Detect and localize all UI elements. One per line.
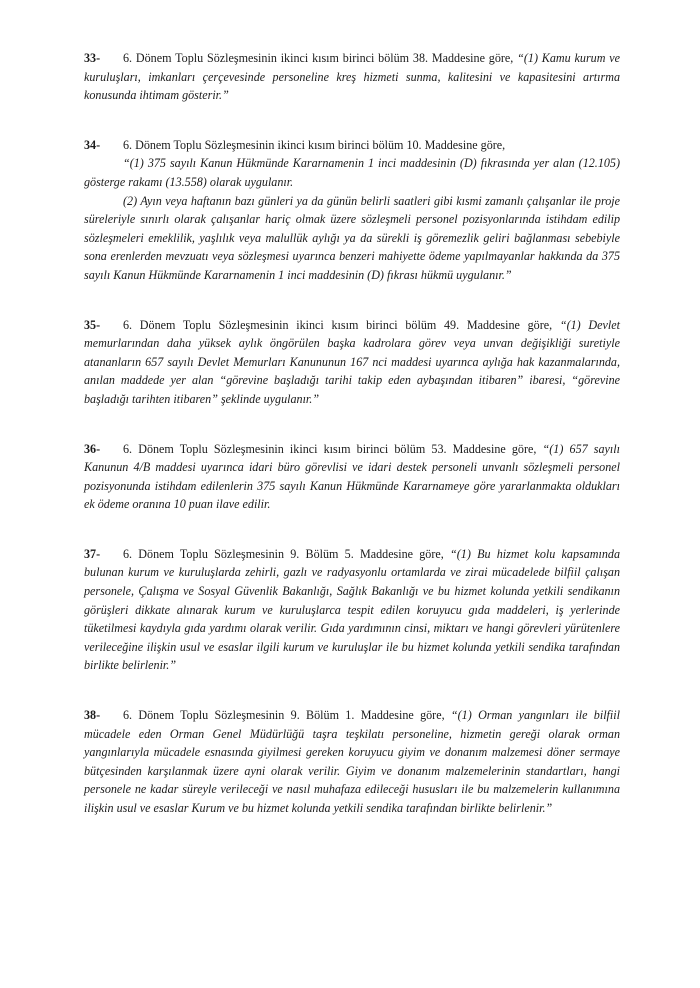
article-paragraph bbox=[84, 440, 620, 514]
article-paragraph bbox=[84, 136, 620, 155]
article-number: 37- bbox=[84, 546, 101, 561]
article-quote-paragraph-2: (2) Ayın veya haftanın bazı günleri ya da günün belirli saatleri gibi kısmi zamanlı çalışanlar ile proje süreleriyle sınırlı olarak çalışanlar hariç olmak üzere sözleşmeli personel pozisyonlarında istihdam edilip sözleşmeleri emeklilik, yaşlılık veya malullük aylığı ya da sürekli iş göremezlik geliri bağlanması sebebiyle sona erenlerden mevzuatı veya sözleşmesi uyarınca benzeri mahiyette ödeme yapılmayanlar hakkında da 375 sayılı Kanun Hükmünde Kararnamenin 1 inci maddesinin (D) fıkrası hükmü uygulanır.” bbox=[84, 193, 620, 282]
article-quote: “(1) Kamu kurum ve kuruluşları, imkanları çerçevesinde personeline kreş hizmeti sunma, kalitesini ve kapasitesini artırma konusunda ihtimam gösterir.” bbox=[84, 51, 620, 103]
article-33 bbox=[84, 49, 620, 105]
article-number: 35- bbox=[84, 317, 101, 332]
article-quote: “(1) Orman yangınları ile bilfiil mücadele eden Orman Genel Müdürlüğü taşra teşkilatı personeline, hizmetin gereği olarak orman yangınlarıyla mücadele esnasında giyilmesi gereken koruyucu giyim ve donanım malzemesi döner sermaye bütçesinden karşılanmak üzere ayni olarak verilir. Giyim ve donanım malzemelerinin standartları, hangi personele ne kadar süreyle verileceği ve nasıl muhafaza edileceği hususları ile bu malzemelerin kullanımına ilişkin usul ve esaslar Kurum ve bu hizmet kolunda yetkili sendika tarafından birlikte belirlenir.” bbox=[84, 708, 620, 815]
article-paragraph bbox=[84, 545, 620, 675]
article-lead: 6. Dönem Toplu Sözleşmesinin ikinci kısım birinci bölüm 49. Maddesine göre, bbox=[123, 317, 553, 332]
article-lead: 6. Dönem Toplu Sözleşmesinin ikinci kısım birinci bölüm 53. Maddesine göre, bbox=[123, 441, 537, 456]
article-36 bbox=[84, 440, 620, 514]
article-number: 36- bbox=[84, 441, 101, 456]
article-37 bbox=[84, 545, 620, 675]
article-lead: 6. Dönem Toplu Sözleşmesinin ikinci kısım birinci bölüm 38. Maddesine göre, bbox=[123, 51, 514, 65]
article-paragraph bbox=[84, 49, 620, 105]
article-number: 33- bbox=[84, 51, 101, 65]
article-35 bbox=[84, 316, 620, 409]
article-38 bbox=[84, 706, 620, 818]
article-number: 38- bbox=[84, 708, 101, 723]
article-quote: “(1) Devlet memurlarından daha yüksek aylık öngörülen başka kadrolara görev veya unvan değişikliği suretiyle atananların 657 sayılı Devlet Memurları Kanununun 167 nci maddesi uyarınca aylığa hak kazanmalarında, anılan maddede yer alan “görevine başladığı tarihi takip eden aybaşından itibaren” ibaresi, “görevine başladığı tarihten itibaren” şeklinde uygulanır.” bbox=[84, 317, 620, 406]
article-lead: 6. Dönem Toplu Sözleşmesinin 9. Bölüm 5. Maddesine göre, bbox=[123, 546, 444, 561]
article-34 bbox=[84, 136, 620, 285]
article-lead: 6. Dönem Toplu Sözleşmesinin 9. Bölüm 1. Maddesine göre, bbox=[123, 708, 445, 723]
article-paragraph bbox=[84, 316, 620, 409]
article-number: 34- bbox=[84, 137, 101, 152]
article-lead: 6. Dönem Toplu Sözleşmesinin ikinci kısım birinci bölüm 10. Maddesine göre, bbox=[123, 137, 506, 152]
article-quote: “(1) 375 sayılı Kanun Hükmünde Kararnamenin 1 inci maddesinin (D) fıkrasında yer alan (12.105) gösterge rakamı (13.558) olarak uygulanır. bbox=[84, 156, 620, 189]
article-quote: “(1) 657 sayılı Kanunun 4/B maddesi uyarınca idari büro görevlisi ve idari destek personeli unvanlı sözleşmeli personel pozisyonunda istihdam edilenlerin 375 sayılı Kanun Hükmünde Kararnameye göre yararlanmakta oldukları ek ödeme oranına 10 puan ilave edilir. bbox=[84, 441, 621, 512]
article-quote: “(1) Bu hizmet kolu kapsamında bulunan kurum ve kuruluşlarda zehirli, gazlı ve radyasyonlu ortamlarda ve zirai mücadelede bilfiil çalışan personele, Çalışma ve Sosyal Güvenlik Bakanlığı, Sağlık Bakanlığı ve bu hizmet kolunda yetkili sendikanın görüşleri dikkate alınarak kurum ve kuruluşlarca tespit edilen koruyucu gıda maddeleri, iş yerlerinde tüketilmesi kaydıyla gıda yardımı olarak verilir. Gıda yardımının cinsi, miktarı ve hangi görevleri yürütenlere verileceğine ilişkin usul ve esaslar ilgili kurum ve kuruluşlar ile bu hizmet kolunda yetkili sendika tarafından birlikte belirlenir.” bbox=[84, 546, 621, 673]
article-paragraph bbox=[84, 706, 620, 818]
document-page bbox=[84, 49, 620, 849]
